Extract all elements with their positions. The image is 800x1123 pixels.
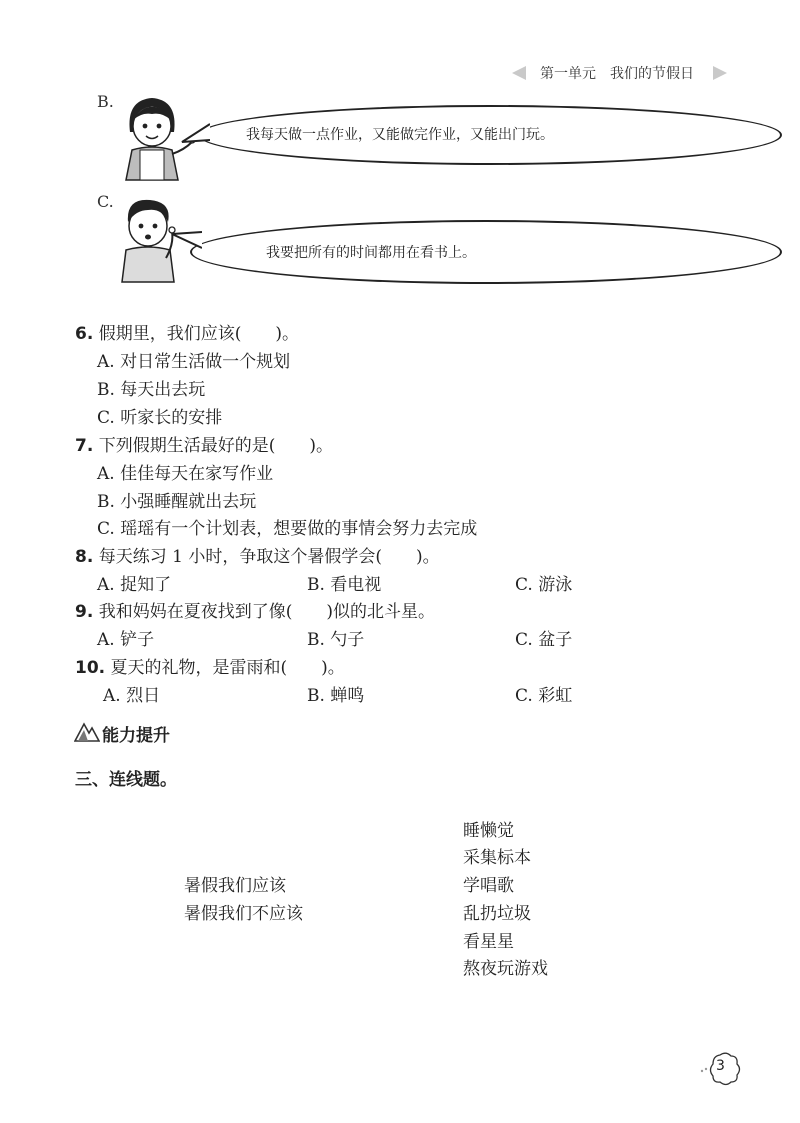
- question-text: 我和妈妈在夏夜找到了像( )似的北斗星。: [98, 602, 435, 622]
- q7-option-b: B. 小强睡醒就出去玩: [97, 492, 257, 512]
- question-8: [75, 542, 440, 567]
- q6-option-a: A. 对日常生活做一个规划: [97, 352, 291, 372]
- task-title: 三、连线题。: [75, 770, 177, 790]
- match-right-item[interactable]: 看星星: [463, 932, 514, 952]
- q6-option-c: C. 听家长的安排: [97, 408, 223, 428]
- q8-option-a: A. 捉知了: [97, 575, 172, 595]
- q9-option-a: A. 铲子: [97, 630, 155, 650]
- question-text: 夏天的礼物，是雷雨和( )。: [110, 658, 345, 678]
- match-right-item[interactable]: 熬夜玩游戏: [463, 959, 548, 979]
- q10-option-c: C. 彩虹: [515, 686, 573, 706]
- match-right-item[interactable]: 乱扔垃圾: [463, 904, 531, 924]
- question-7: [75, 431, 333, 456]
- q8-option-b: B. 看电视: [307, 575, 382, 595]
- bubble-tail-b: [180, 122, 210, 148]
- question-6: [75, 319, 299, 344]
- q10-option-b: B. 蝉鸣: [307, 686, 365, 706]
- page-number: 3: [716, 1058, 725, 1074]
- option-c-label: C.: [97, 192, 114, 211]
- triangle-left-icon: [512, 66, 526, 80]
- bubble-tail-c: [170, 228, 202, 254]
- q6-option-b: B. 每天出去玩: [97, 380, 206, 400]
- match-left-item[interactable]: 暑假我们不应该: [184, 904, 303, 924]
- match-left-item[interactable]: 暑假我们应该: [184, 876, 286, 896]
- mountain-icon: [74, 720, 100, 742]
- question-number: 6.: [75, 324, 94, 344]
- question-number: 8.: [75, 547, 94, 567]
- question-text: 每天练习 1 小时，争取这个暑假学会( )。: [98, 547, 440, 567]
- q9-option-b: B. 勺子: [307, 630, 365, 650]
- question-9: [75, 597, 435, 622]
- question-text: 下列假期生活最好的是( )。: [98, 436, 333, 456]
- match-right-item[interactable]: 采集标本: [463, 848, 531, 868]
- question-number: 7.: [75, 436, 94, 456]
- question-number: 9.: [75, 602, 94, 622]
- match-right-item[interactable]: 学唱歌: [463, 876, 514, 896]
- page-header: [512, 60, 727, 86]
- question-number: 10.: [75, 658, 106, 678]
- question-text: 假期里，我们应该( )。: [98, 324, 299, 344]
- triangle-right-icon: [713, 66, 727, 80]
- q9-option-c: C. 盆子: [515, 630, 573, 650]
- q8-option-c: C. 游泳: [515, 575, 573, 595]
- speech-text-c: 我要把所有的时间都用在看书上。: [266, 245, 476, 261]
- match-right-item[interactable]: 睡懒觉: [463, 821, 514, 841]
- speech-text-b: 我每天做一点作业，又能做完作业，又能出门玩。: [246, 127, 554, 143]
- question-10: [75, 653, 345, 678]
- q10-option-a: A. 烈日: [103, 686, 161, 706]
- q7-option-c: C. 瑶瑶有一个计划表，想要做的事情会努力去完成: [97, 519, 478, 539]
- option-b-label: B.: [97, 92, 114, 111]
- q7-option-a: A. 佳佳每天在家写作业: [97, 464, 274, 484]
- section-title: 能力提升: [102, 726, 170, 746]
- unit-title: 第一单元 我们的节假日: [540, 66, 694, 82]
